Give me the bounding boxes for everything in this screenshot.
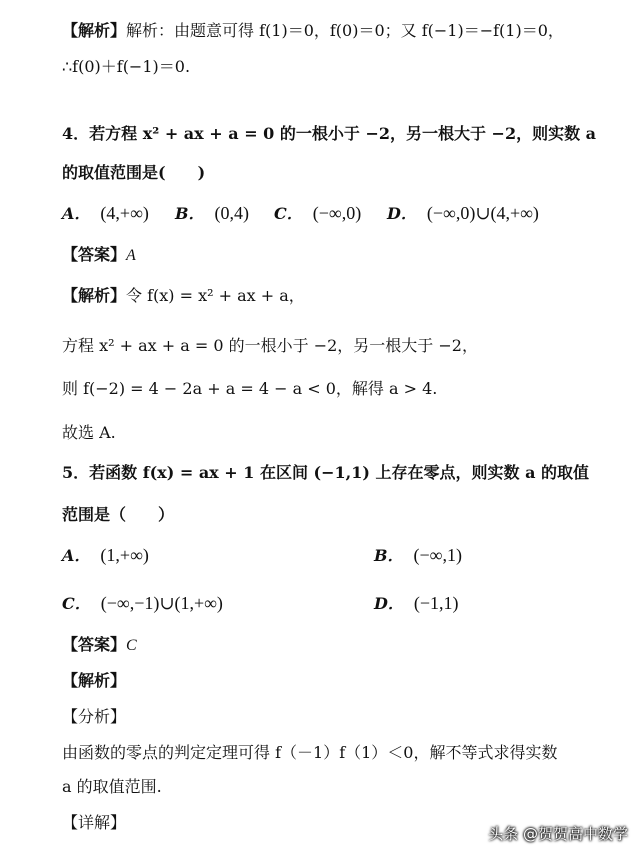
q4-option-d: D． (−∞,0)∪(4,+∞) — [387, 203, 539, 223]
q5-answer — [62, 634, 137, 657]
q4-analysis-line1-text: 令 f(x) = x² + ax + a， — [126, 286, 305, 305]
watermark-text: 头条 @贺贺高中数学 — [488, 825, 628, 843]
q4-option-c: C． (−∞,0) — [274, 203, 362, 223]
q5-option-d: D． (−1,1) — [374, 593, 459, 613]
q4-stem-line1: 4．若方程 x² + ax + a = 0 的一根小于 −2，另一根大于 −2，则实数 a — [62, 124, 597, 143]
q5-answer-value: C — [126, 637, 137, 654]
q5-option-b: B． (−∞,1) — [374, 545, 463, 565]
block1-line1-text: 解析：由题意可得 f(1)＝0，f(0)＝0；又 f(−1)＝−f(1)＝0， — [126, 21, 564, 40]
q4-analysis-line2: 方程 x² + ax + a = 0 的一根小于 −2，另一根大于 −2， — [62, 336, 478, 355]
q5-option-c: C． (−∞,−1)∪(1,+∞) — [62, 593, 223, 613]
q4-analysis-line4: 故选 A. — [62, 423, 116, 442]
block1-line1 — [62, 20, 564, 42]
q5-xiangjie-tag: 【详解】 — [62, 813, 127, 832]
q5-option-a: A． (1,+∞) — [62, 545, 149, 565]
q5-fenxi-line2: a 的取值范围. — [62, 777, 162, 796]
q4-analysis-line3: 则 f(−2) = 4 − 2a + a = 4 − a < 0，解得 a > 4. — [62, 379, 438, 398]
q4-analysis-line1 — [62, 285, 305, 307]
block1-line2: ∴f(0)＋f(−1)＝0. — [62, 57, 191, 76]
q4-stem-line2: 的取值范围是( ) — [62, 163, 206, 182]
q5-fenxi-tag: 【分析】 — [62, 707, 127, 726]
q5-stem-line1: 5．若函数 f(x) = ax + 1 在区间 (−1,1) 上存在零点，则实数 a 的取值 — [62, 463, 590, 482]
answer-tag: 【答案】 — [62, 635, 127, 654]
q4-option-a: A． (4,+∞) — [62, 203, 149, 223]
analysis-tag: 【解析】 — [62, 21, 127, 40]
q4-answer — [62, 244, 136, 267]
q5-stem-line2: 范围是（ ） — [62, 505, 175, 524]
q4-answer-value: A — [126, 247, 136, 264]
q4-option-b: B． (0,4) — [175, 203, 250, 223]
analysis-tag: 【解析】 — [62, 286, 127, 305]
q5-analysis-tag: 【解析】 — [62, 671, 127, 690]
q5-fenxi-line1: 由函数的零点的判定定理可得 f（－1）f（1）＜0，解不等式求得实数 — [62, 743, 558, 762]
answer-tag: 【答案】 — [62, 245, 127, 264]
